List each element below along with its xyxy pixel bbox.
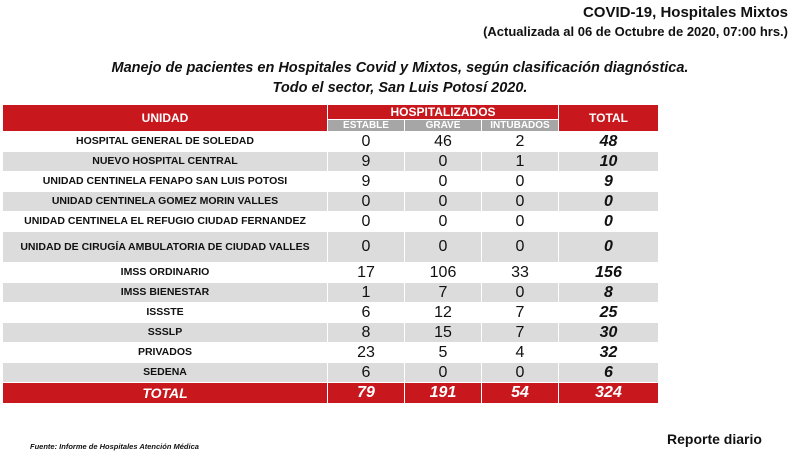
total-intubados: 54	[482, 383, 559, 404]
unit-name: SEDENA	[3, 363, 328, 383]
total-value: 9	[559, 172, 659, 192]
grave-value: 0	[405, 212, 482, 232]
intubados-value: 4	[482, 343, 559, 363]
subtitle-line-2: Todo el sector, San Luis Potosí 2020.	[272, 80, 528, 96]
total-value: 30	[559, 323, 659, 343]
table-row	[3, 212, 659, 232]
intubados-value: 0	[482, 363, 559, 383]
intubados-value: 0	[482, 172, 559, 192]
intubados-value: 0	[482, 232, 559, 263]
table-row	[3, 172, 659, 192]
unit-name: UNIDAD DE CIRUGÍA AMBULATORIA DE CIUDAD VALLES	[3, 232, 328, 263]
total-estable: 79	[328, 383, 405, 404]
unit-name: UNIDAD CENTINELA EL REFUGIO CIUDAD FERNANDEZ	[3, 212, 328, 232]
intubados-value: 2	[482, 132, 559, 152]
intubados-value: 7	[482, 323, 559, 343]
unit-name: SSSLP	[3, 323, 328, 343]
grave-value: 0	[405, 363, 482, 383]
unit-name: UNIDAD CENTINELA FENAPO SAN LUIS POTOSI	[3, 172, 328, 192]
update-timestamp: (Actualizada al 06 de Octubre de 2020, 07:00 hrs.)	[483, 24, 788, 39]
header-intubados: INTUBADOS	[482, 120, 559, 132]
estable-value: 6	[328, 303, 405, 323]
total-label: TOTAL	[3, 383, 328, 404]
grave-value: 7	[405, 283, 482, 303]
total-value: 0	[559, 232, 659, 263]
header-estable: ESTABLE	[328, 120, 405, 132]
estable-value: 1	[328, 283, 405, 303]
table-row	[3, 323, 659, 343]
total-value: 156	[559, 263, 659, 283]
grave-value: 0	[405, 192, 482, 212]
hospital-table	[2, 104, 659, 404]
intubados-value: 1	[482, 152, 559, 172]
total-value: 6	[559, 363, 659, 383]
total-value: 48	[559, 132, 659, 152]
grave-value: 106	[405, 263, 482, 283]
unit-name: PRIVADOS	[3, 343, 328, 363]
total-value: 8	[559, 283, 659, 303]
estable-value: 23	[328, 343, 405, 363]
total-grave: 191	[405, 383, 482, 404]
estable-value: 9	[328, 172, 405, 192]
total-value: 25	[559, 303, 659, 323]
report-title: COVID-19, Hospitales Mixtos	[582, 4, 788, 21]
table-row	[3, 343, 659, 363]
grave-value: 15	[405, 323, 482, 343]
table-row	[3, 232, 659, 263]
grave-value: 12	[405, 303, 482, 323]
table-row	[3, 152, 659, 172]
estable-value: 0	[328, 192, 405, 212]
grave-value: 0	[405, 172, 482, 192]
total-value: 32	[559, 343, 659, 363]
total-value: 10	[559, 152, 659, 172]
source-note: Fuente: Informe de Hospitales Atención Médica	[30, 442, 199, 451]
intubados-value: 0	[482, 192, 559, 212]
total-value: 0	[559, 212, 659, 232]
header-hospitalizados: HOSPITALIZADOS	[328, 105, 559, 120]
total-value: 0	[559, 192, 659, 212]
intubados-value: 33	[482, 263, 559, 283]
estable-value: 0	[328, 212, 405, 232]
intubados-value: 7	[482, 303, 559, 323]
table-row	[3, 263, 659, 283]
grave-value: 0	[405, 152, 482, 172]
header-unidad: UNIDAD	[3, 105, 328, 132]
estable-value: 9	[328, 152, 405, 172]
report-label: Reporte diario	[667, 431, 762, 447]
table-row	[3, 283, 659, 303]
unit-name: NUEVO HOSPITAL CENTRAL	[3, 152, 328, 172]
grave-value: 5	[405, 343, 482, 363]
estable-value: 0	[328, 232, 405, 263]
estable-value: 0	[328, 132, 405, 152]
subtitle-line-1: Manejo de pacientes en Hospitales Covid y Mixtos, según clasificación diagnóstica.	[111, 60, 689, 76]
table-row	[3, 192, 659, 212]
unit-name: IMSS BIENESTAR	[3, 283, 328, 303]
table-row	[3, 132, 659, 152]
grave-value: 46	[405, 132, 482, 152]
table-row	[3, 363, 659, 383]
header-total: TOTAL	[559, 105, 659, 132]
estable-value: 6	[328, 363, 405, 383]
table-row	[3, 303, 659, 323]
grand-total: 324	[559, 383, 659, 404]
grave-value: 0	[405, 232, 482, 263]
unit-name: HOSPITAL GENERAL DE SOLEDAD	[3, 132, 328, 152]
total-row	[3, 383, 659, 404]
unit-name: ISSSTE	[3, 303, 328, 323]
unit-name: UNIDAD CENTINELA GOMEZ MORIN VALLES	[3, 192, 328, 212]
estable-value: 8	[328, 323, 405, 343]
unit-name: IMSS ORDINARIO	[3, 263, 328, 283]
estable-value: 17	[328, 263, 405, 283]
header-grave: GRAVE	[405, 120, 482, 132]
intubados-value: 0	[482, 212, 559, 232]
intubados-value: 0	[482, 283, 559, 303]
